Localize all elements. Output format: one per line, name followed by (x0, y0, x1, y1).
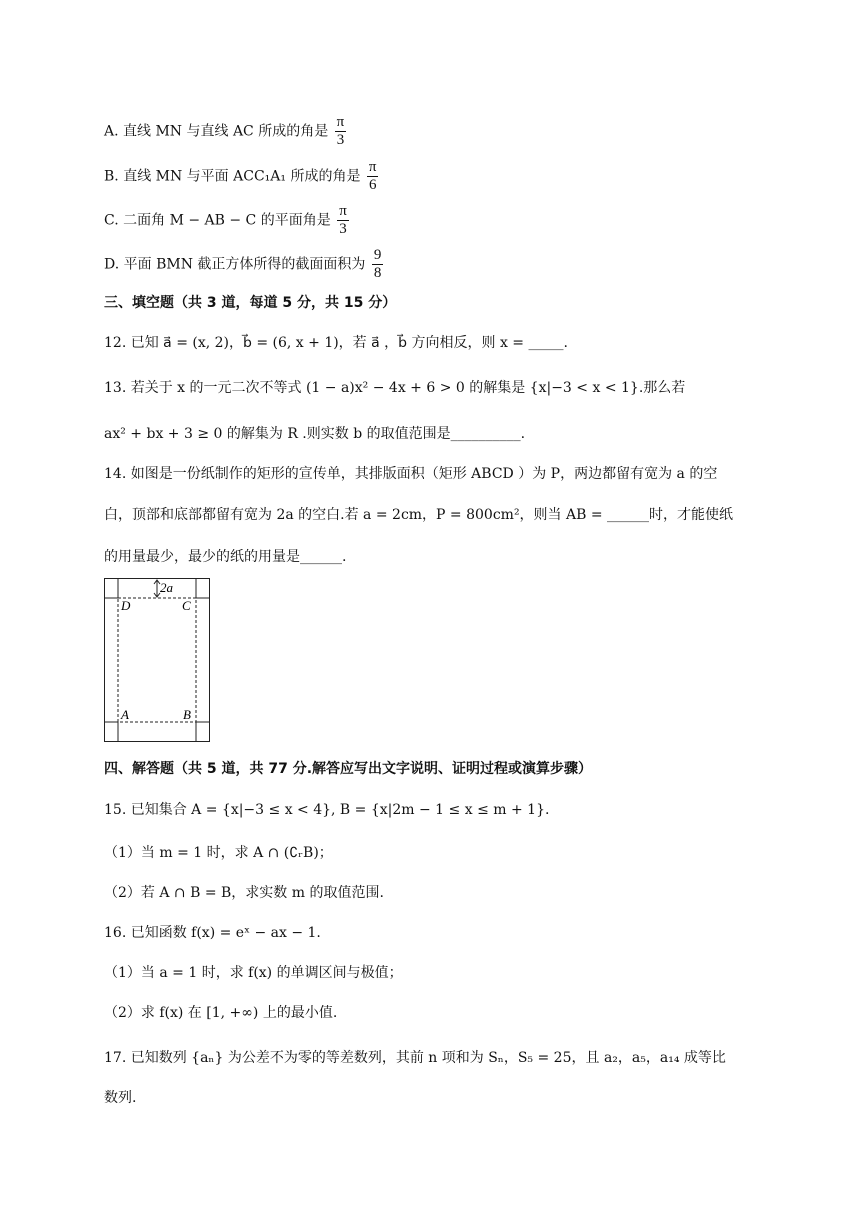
question-13-line-1: 13. 若关于 x 的一元二次不等式 (1 − a)x² − 4x + 6 > 0 的解集是 {x|−3 < x < 1}.那么若 (104, 380, 686, 396)
option-a-fraction (335, 114, 347, 149)
question-13-line-2: ax² + bx + 3 ≥ 0 的解集为 R .则实数 b 的取值范围是__________. (104, 426, 526, 442)
abcd-rectangle (118, 598, 196, 722)
question-16-part-2: （2）求 f(x) 在 [1, +∞) 上的最小值. (104, 1005, 338, 1021)
question-15-line-1: 15. 已知集合 A = {x|−3 ≤ x < 4}, B = {x|2m − 1 ≤ x ≤ m + 1}. (104, 802, 550, 818)
option-c (104, 203, 808, 238)
question-17-line-1: 17. 已知数列 {aₙ} 为公差不为零的等差数列，其前 n 项和为 Sₙ，S₅ = 25，且 a₂，a₅，a₁₄ 成等比 (104, 1050, 726, 1066)
question-12: 12. 已知 a⃗ = (x, 2)，b⃗ = (6, x + 1)，若 a⃗ ，b⃗ 方向相反，则 x = _____. (104, 335, 568, 351)
question-16-part-1: （1）当 a = 1 时，求 f(x) 的单调区间与极值； (104, 965, 403, 981)
question-17-line-2: 数列. (104, 1090, 137, 1106)
label-d: D (121, 598, 131, 613)
section-4-heading: 四、解答题（共 5 道，共 77 分.解答应写出文字说明、证明过程或演算步骤） (104, 761, 593, 777)
fraction-denominator: 6 (368, 177, 377, 193)
question-14-line-1: 14. 如图是一份纸制作的矩形的宣传单，其排版面积（矩形 ABCD ）为 P，两边都留有宽为 a 的空 (104, 466, 718, 482)
option-d (104, 247, 808, 282)
question-15-part-1: （1）当 m = 1 时，求 A ∩ (∁ᵣB)； (104, 845, 333, 861)
flyer-diagram-svg (104, 578, 210, 742)
fraction-numerator: 9 (373, 247, 382, 263)
option-c-fraction (337, 203, 349, 238)
section-3-heading: 三、填空题（共 3 道，每道 5 分，共 15 分） (104, 295, 397, 311)
label-c: C (182, 598, 191, 613)
option-b-text: B. 直线 MN 与平面 ACC₁A₁ 所成的角是 (104, 168, 361, 185)
label-a: A (121, 707, 129, 722)
flyer-diagram (104, 578, 210, 742)
fraction-denominator: 3 (339, 221, 347, 237)
fraction-denominator: 8 (373, 265, 382, 281)
option-a (104, 114, 808, 149)
fraction-numerator: π (368, 159, 377, 175)
option-b (104, 159, 808, 194)
label-2a: 2a (160, 580, 173, 595)
question-14-line-2: 白，顶部和底部都留有宽为 2a 的空白.若 a = 2cm，P = 800cm²，则当 AB = ______时，才能使纸 (104, 507, 734, 523)
question-15-part-2: （2）若 A ∩ B = B，求实数 m 的取值范围. (104, 885, 384, 901)
fraction-numerator: π (336, 114, 345, 130)
question-16-line-1: 16. 已知函数 f(x) = eˣ − ax − 1. (104, 925, 321, 941)
label-b: B (183, 707, 191, 722)
option-d-fraction (372, 247, 384, 282)
option-c-text: C. 二面角 M − AB − C 的平面角是 (104, 212, 331, 229)
question-14-line-3: 的用量最少，最少的纸的用量是______. (104, 549, 347, 565)
fraction-denominator: 3 (336, 132, 345, 148)
option-d-text: D. 平面 BMN 截正方体所得的截面面积为 (104, 256, 366, 273)
option-b-fraction (367, 159, 379, 194)
fraction-numerator: π (339, 203, 347, 219)
option-a-text: A. 直线 MN 与直线 AC 所成的角是 (104, 123, 329, 140)
